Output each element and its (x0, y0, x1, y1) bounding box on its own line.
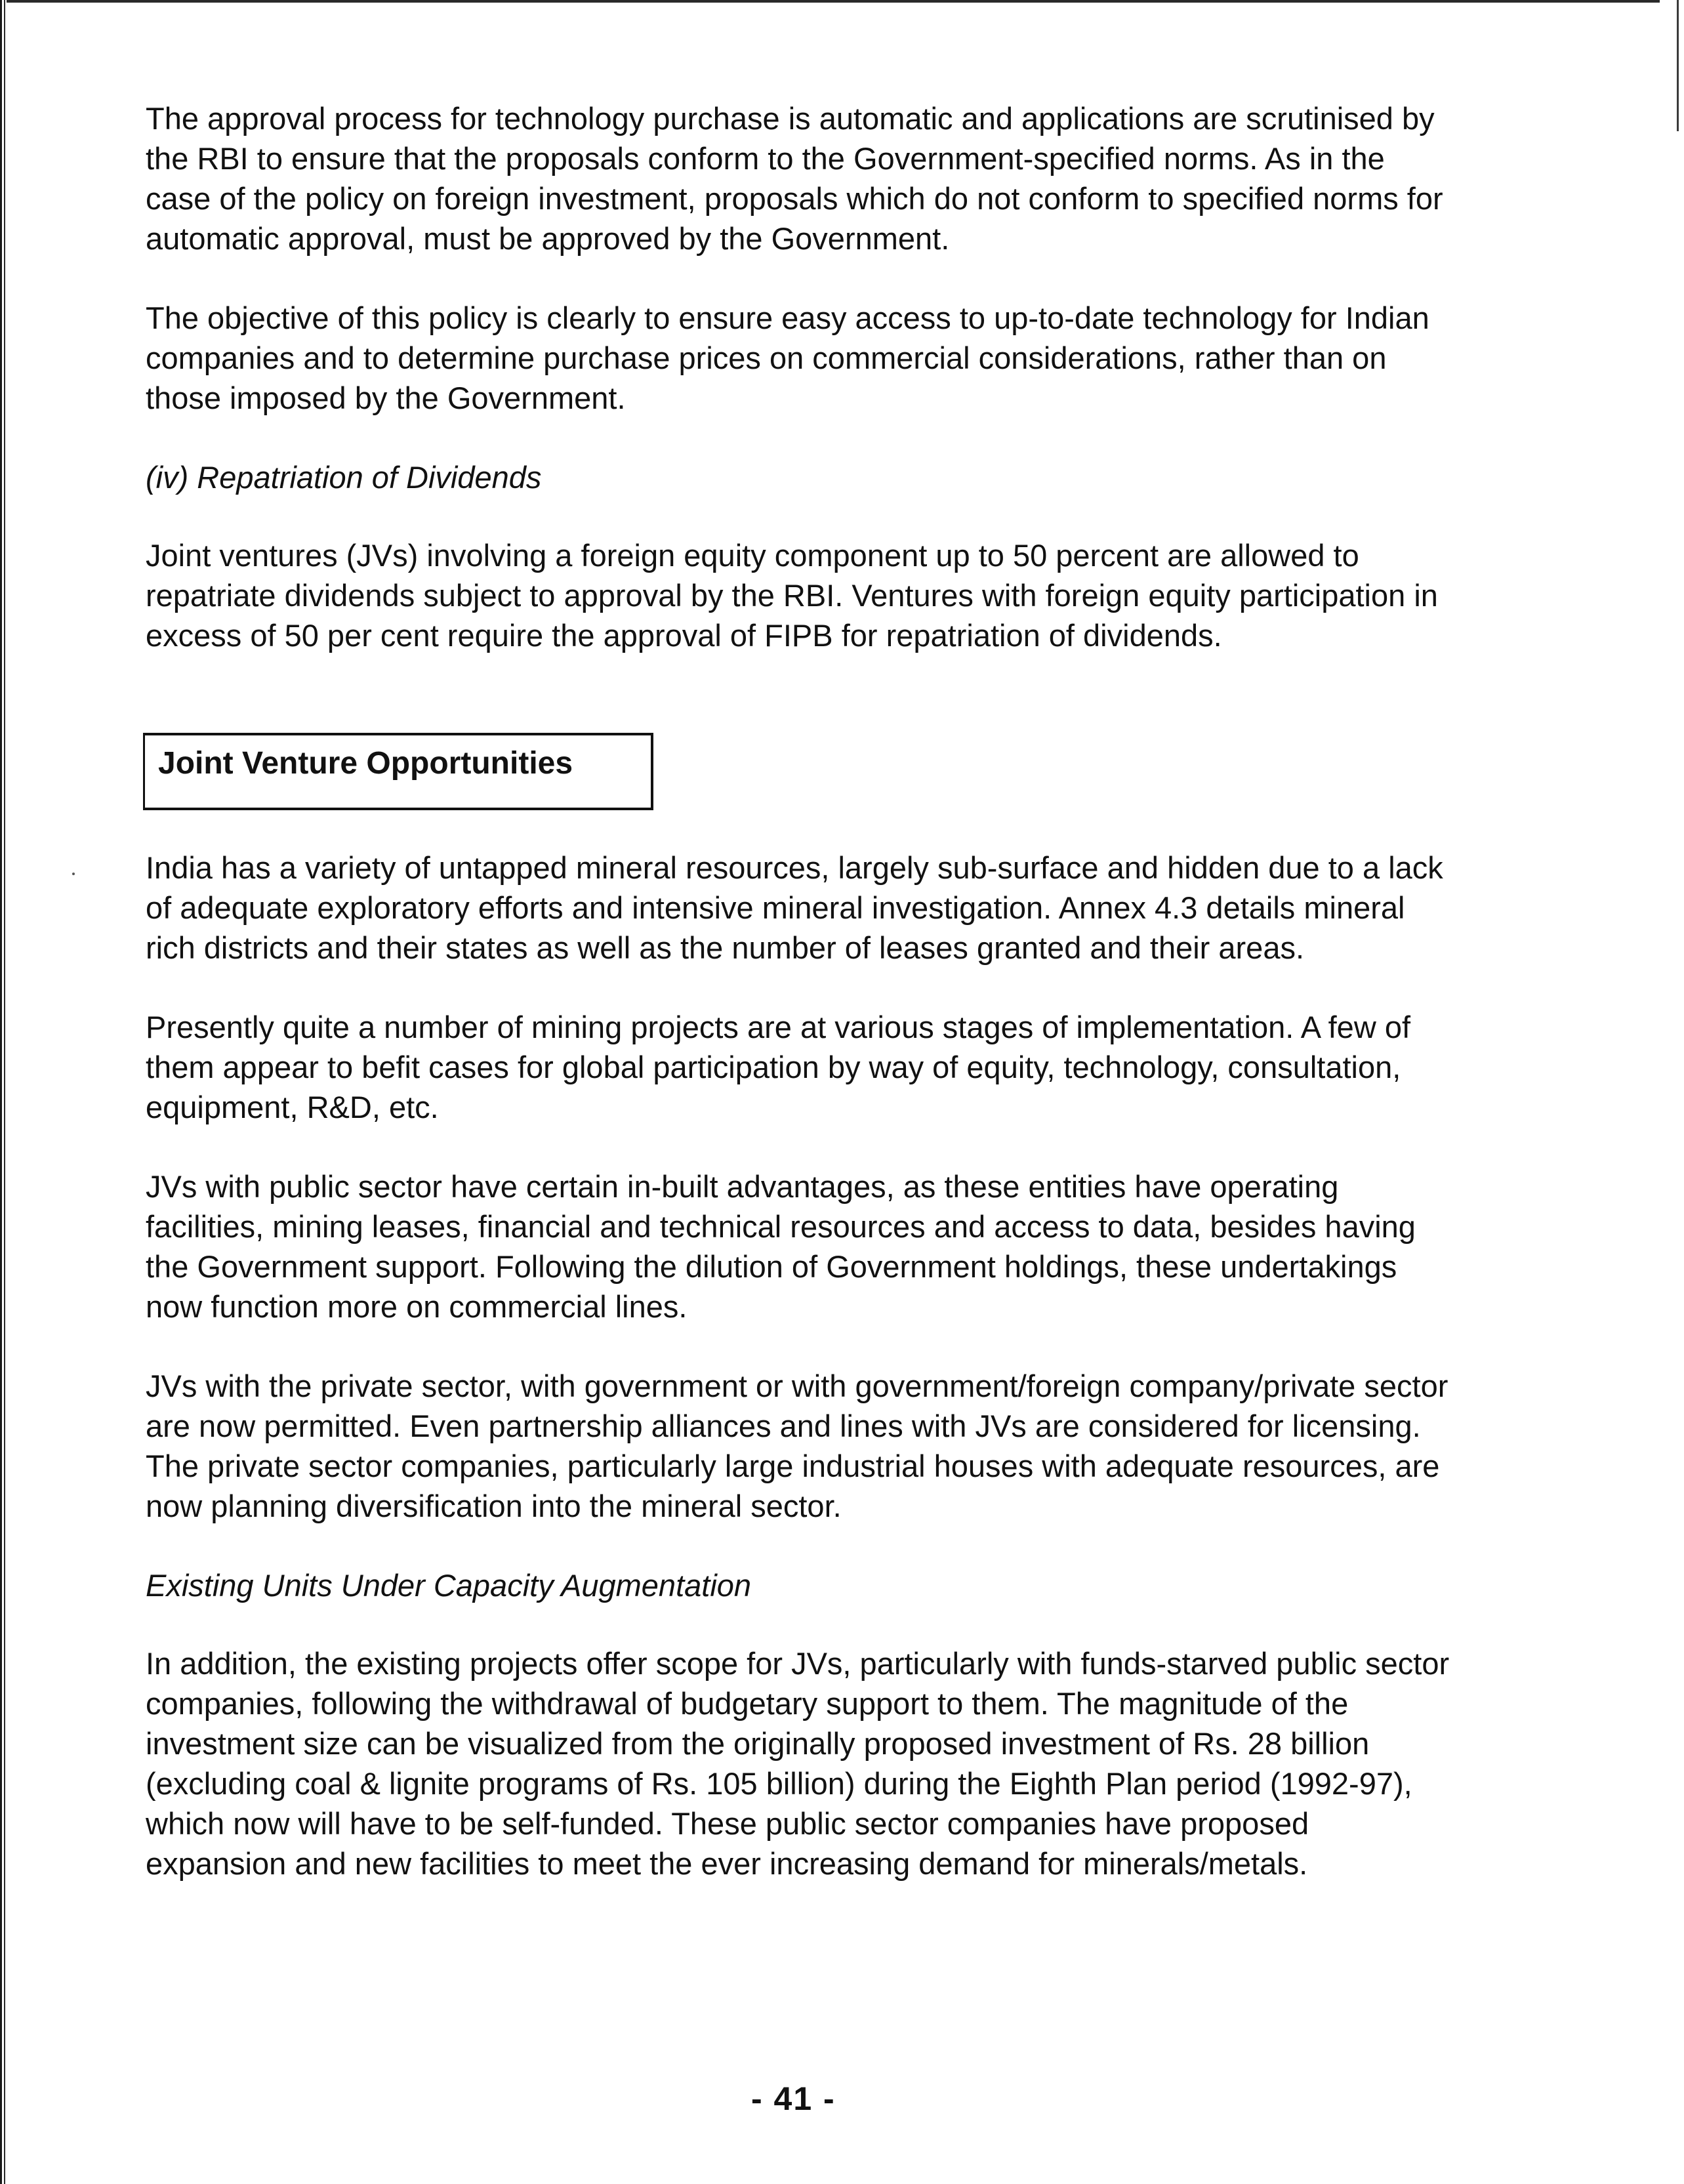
section-title: Joint Venture Opportunities (158, 746, 573, 781)
paragraph-policy-objective: The objective of this policy is clearly to ensure easy access to up-to-date technology for Indian companies and to determine purchase prices on commercial considerations, rather than on those imposed by the Government. (146, 300, 1429, 415)
paragraph-public-sector-jvs: JVs with public sector have certain in-built advantages, as these entities have operating facilities, mining leases, financial and technical resources and access to data, besides having the Government support. Following the dilution of Government holdings, these undertakings now function more on commercial lines. (146, 1169, 1416, 1324)
scan-border-top (7, 0, 1660, 3)
section-box-bottom-rule (143, 808, 653, 810)
paragraph-mineral-resources: India has a variety of untapped mineral resources, largely sub-surface and hidden due to a lack of adequate exploratory efforts and intensive mineral investigation. Annex 4.3 details mineral rich districts and their states as well as the number of leases granted and their areas. (146, 850, 1443, 965)
section-heading-box (143, 733, 653, 810)
subheading-repatriation-of-dividends: (iv) Repatriation of Dividends (146, 460, 542, 495)
paragraph-mining-projects: Presently quite a number of mining projects are at various stages of implementation. A few of them appear to befit cases for global participation by way of equity, technology, consultation, equipment, R&D, etc. (146, 1010, 1411, 1124)
scan-border-left (0, 0, 7, 2184)
document-page (146, 98, 1464, 1923)
paragraph-dividends: Joint ventures (JVs) involving a foreign equity component up to 50 percent are allowed to repatriate dividends subject to approval by the RBI. Ventures with foreign equity participation in excess of 50 per cent require the approval of FIPB for repatriation of dividends. (146, 538, 1438, 653)
paragraph-existing-projects: In addition, the existing projects offer scope for JVs, particularly with funds-starved public sector companies, following the withdrawal of budgetary support to them. The magnitude of the investment size can be visualized from the originally proposed investment of Rs. 28 billion (excluding coal & lignite programs of Rs. 105 billion) during the Eighth Plan period (1992-97), which now will have to be self-funded. These public sector companies have proposed expansion and new facilities to meet the ever increasing demand for minerals/metals. (146, 1646, 1450, 1881)
paragraph-private-sector-jvs: JVs with the private sector, with government or with government/foreign company/private sector are now permitted. Even partnership alliances and lines with JVs are considered for licensing. The private sector companies, particularly large industrial houses with adequate resources, are now planning diversification into the mineral sector. (146, 1369, 1448, 1523)
scan-speck (72, 873, 75, 875)
paragraph-technology-approval: The approval process for technology purchase is automatic and applications are scrutinised by the RBI to ensure that the proposals conform to the Government-specified norms. As in the case of the policy on foreign investment, proposals which do not conform to specified norms for automatic approval, must be approved by the Government. (146, 101, 1443, 256)
page-number: - 41 - (751, 2080, 836, 2117)
subheading-existing-units: Existing Units Under Capacity Augmentation (146, 1568, 752, 1603)
scan-border-right (1677, 0, 1679, 131)
